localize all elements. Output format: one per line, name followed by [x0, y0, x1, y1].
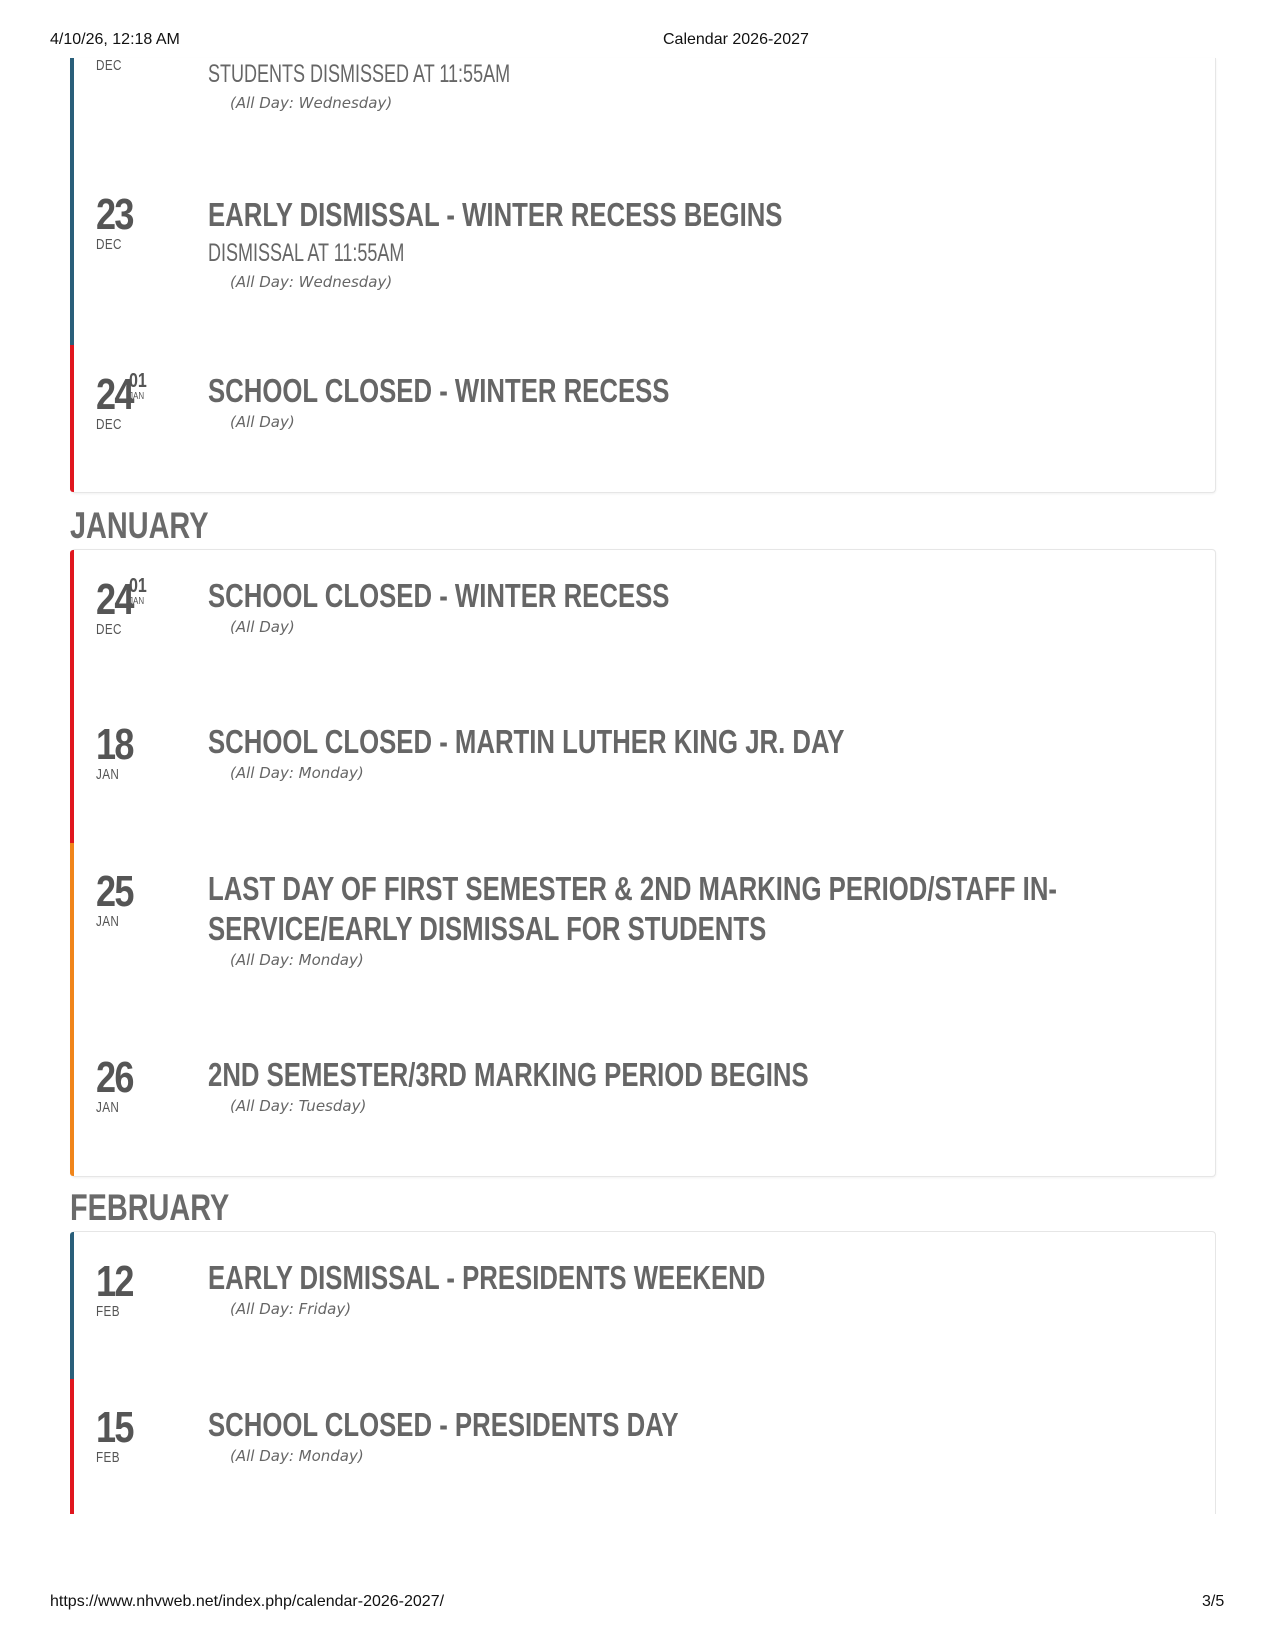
event-subtitle: STUDENTS DISMISSED AT 11:55AM	[208, 60, 511, 88]
december-events-card	[71, 58, 1216, 493]
event-day: 24	[96, 370, 133, 419]
event-date	[96, 867, 141, 930]
event-title[interactable]	[208, 869, 1105, 949]
event-subtitle: DISMISSAL AT 11:55AM	[208, 239, 405, 267]
event-item[interactable]	[71, 163, 1215, 345]
category-bar-school-closed	[70, 550, 74, 696]
event-day: 23	[96, 190, 133, 239]
category-bar-school-closed	[70, 1379, 74, 1514]
event-item[interactable]	[71, 1379, 1215, 1514]
event-day: 26	[96, 1053, 133, 1102]
event-item[interactable]	[71, 696, 1215, 843]
event-title[interactable]: 2ND SEMESTER/3RD MARKING PERIOD BEGINS	[208, 1056, 809, 1093]
event-day: 15	[96, 1403, 133, 1452]
february-events-card	[71, 1231, 1216, 1514]
print-url: https://www.nhvweb.net/index.php/calendar-2026-2027/	[50, 1593, 445, 1610]
event-title[interactable]: SCHOOL CLOSED - WINTER RECESS	[208, 577, 670, 614]
event-end-day: 01	[129, 575, 147, 597]
event-month: DEC	[96, 621, 122, 638]
print-header	[0, 31, 1275, 51]
event-day: 24	[96, 575, 133, 624]
event-item[interactable]	[71, 1029, 1215, 1176]
event-all-day: (All Day: Monday)	[230, 1447, 364, 1465]
category-bar-early-dismissal	[70, 58, 74, 345]
month-heading-february: FEBRUARY	[70, 1187, 230, 1228]
print-footer	[0, 1593, 1275, 1613]
event-end-month: JAN	[129, 596, 145, 607]
page-number: 3/5	[1202, 1593, 1225, 1610]
event-title[interactable]: EARLY DISMISSAL - WINTER RECESS BEGINS	[208, 196, 783, 233]
event-month: JAN	[96, 1099, 120, 1116]
category-bar-school-closed	[70, 345, 74, 492]
event-all-day: (All Day)	[230, 413, 295, 431]
january-events-card	[71, 549, 1216, 1177]
event-all-day: (All Day: Monday)	[230, 764, 364, 782]
print-datetime: 4/10/26, 12:18 AM	[50, 31, 180, 48]
print-title: Calendar 2026-2027	[663, 31, 809, 48]
event-day: 25	[96, 867, 133, 916]
event-month: DEC	[96, 416, 122, 433]
event-end-date	[129, 371, 151, 403]
event-title[interactable]: SCHOOL CLOSED - MARTIN LUTHER KING JR. DAY	[208, 723, 845, 760]
month-heading-january: JANUARY	[70, 505, 209, 546]
event-title[interactable]: SCHOOL CLOSED - PRESIDENTS DAY	[208, 1406, 679, 1443]
event-title[interactable]: SCHOOL CLOSED - WINTER RECESS	[208, 372, 670, 409]
event-item[interactable]	[71, 550, 1215, 696]
event-all-day: (All Day: Monday)	[230, 951, 364, 969]
category-bar-school-closed	[70, 696, 74, 843]
event-day: 18	[96, 720, 133, 769]
event-month: JAN	[96, 766, 120, 783]
category-bar-early-dismissal	[70, 1232, 74, 1379]
event-month: DEC	[96, 236, 122, 253]
event-end-month: JAN	[129, 391, 145, 402]
event-date	[96, 190, 141, 253]
event-item[interactable]	[71, 345, 1215, 492]
event-all-day: (All Day)	[230, 618, 295, 636]
event-month: FEB	[96, 1303, 120, 1320]
category-bar-semester	[70, 1029, 74, 1176]
event-item[interactable]	[71, 843, 1215, 1029]
event-date	[96, 58, 129, 74]
event-title-line-2: SERVICE/EARLY DISMISSAL FOR STUDENTS	[208, 910, 767, 947]
event-title-line-1: LAST DAY OF FIRST SEMESTER & 2ND MARKING PERIOD/STAFF IN-	[208, 870, 1057, 907]
event-all-day: (All Day: Tuesday)	[230, 1097, 367, 1115]
event-title[interactable]: EARLY DISMISSAL - PRESIDENTS WEEKEND	[208, 1259, 766, 1296]
event-date	[96, 1403, 141, 1466]
event-month: DEC	[96, 57, 122, 74]
event-all-day: (All Day: Wednesday)	[230, 94, 393, 112]
event-date	[96, 1053, 141, 1116]
category-bar-semester	[70, 843, 74, 1029]
event-end-day: 01	[129, 370, 147, 392]
event-date	[96, 1257, 141, 1320]
event-all-day: (All Day: Friday)	[230, 1300, 352, 1318]
event-month: FEB	[96, 1449, 120, 1466]
event-month: JAN	[96, 913, 120, 930]
event-all-day: (All Day: Wednesday)	[230, 273, 393, 291]
event-item[interactable]	[71, 1232, 1215, 1379]
event-day: 12	[96, 1257, 133, 1306]
event-end-date	[129, 576, 151, 608]
event-date	[96, 720, 141, 783]
